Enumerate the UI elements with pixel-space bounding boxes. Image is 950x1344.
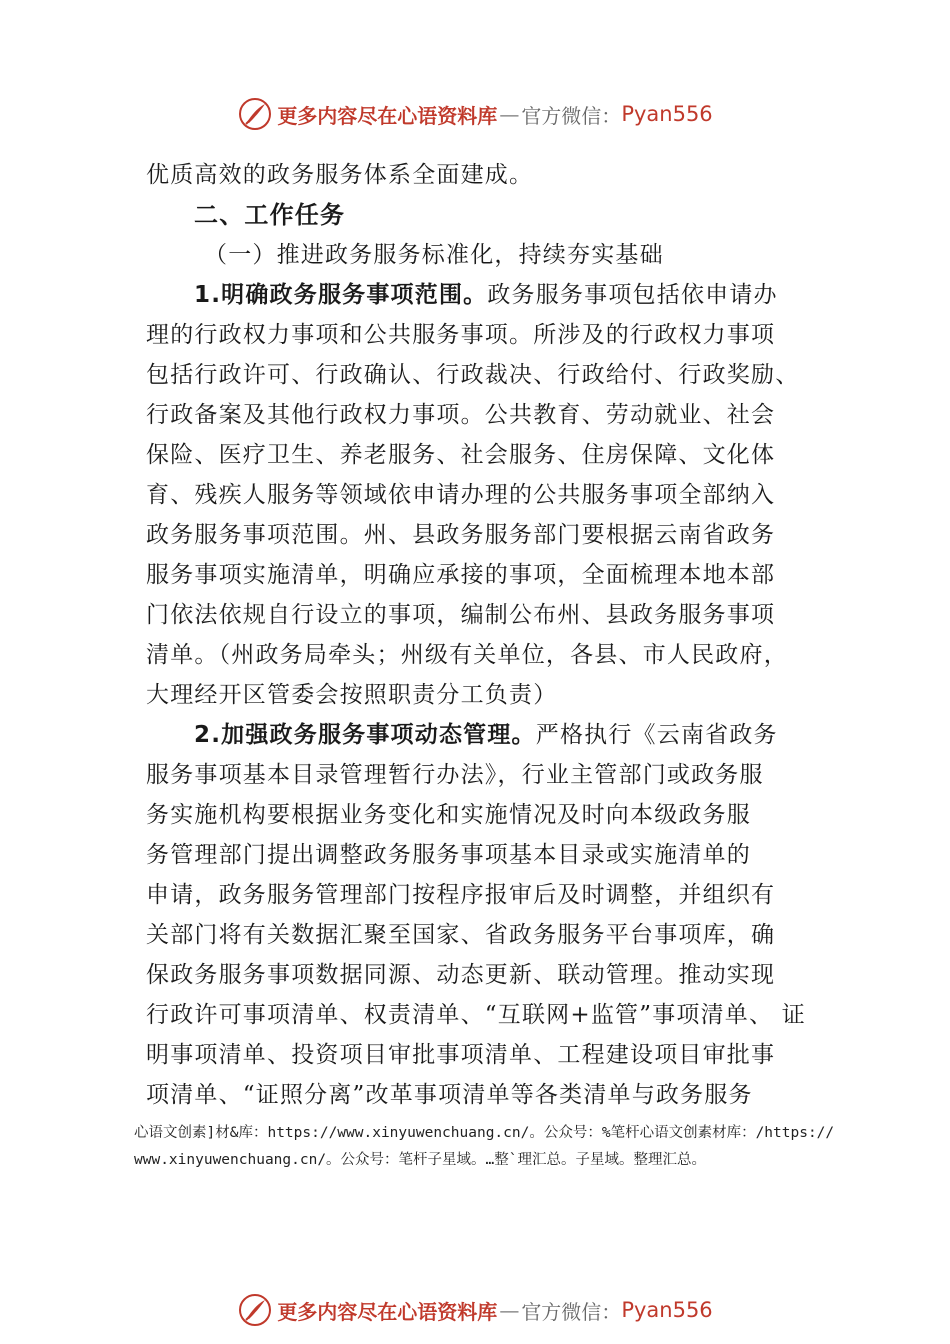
paragraph-line: 包括行政许可、行政确认、行政裁决、行政给付、行政奖励、 <box>146 362 800 388</box>
paragraph-line: 关部门将有关数据汇聚至国家、省政务服务平台事项库，确 <box>146 922 776 948</box>
paragraph-line: 行政备案及其他行政权力事项。公共教育、劳动就业、社会 <box>146 402 776 428</box>
banner-wechat-handle: Pyan556 <box>621 102 713 126</box>
item-2-first-line <box>146 715 826 755</box>
paragraph-line: 务实施机构要根据业务变化和实施情况及时向本级政务服 <box>146 802 751 828</box>
paragraph-line: 大理经开区管委会按照职责分工负责） <box>146 682 558 708</box>
paragraph-line: 服务事项基本目录管理暂行办法》，行业主管部门或政务服 <box>146 762 764 788</box>
paragraph-line: 保险、医疗卫生、养老服务、社会服务、住房保障、文化体 <box>146 442 776 468</box>
paragraph-line: 服务事项实施清单，明确应承接的事项，全面梳理本地本部 <box>146 562 776 588</box>
section-heading: 二、工作任务 <box>194 201 346 229</box>
quill-pen-circle-icon <box>237 96 273 132</box>
footer-source-note: 心语文创素]材&库：https://www.xinyuwenchuang.cn/。公众号：%笔杆心语文创素材库：/https://www.xinyuwenchuang.cn/。公众号：笔杆子星域。…整`理汇总。子星域。整理汇总。 <box>134 1125 835 1168</box>
banner-wechat-label: 官方微信： <box>521 103 622 128</box>
paragraph-line: 项清单、“证照分离”改革事项清单等各类清单与政务服务 <box>146 1082 753 1108</box>
paragraph-line: 理的行政权力事项和公共服务事项。所涉及的行政权力事项 <box>146 322 776 348</box>
paragraph-line: 清单。（州政务局牵头；州级有关单位，各县、市人民政府， <box>146 642 788 668</box>
paragraph-line: 明事项清单、投资项目审批事项清单、工程建设项目审批事 <box>146 1042 776 1068</box>
paragraph-line: 保政务服务事项数据同源、动态更新、联动管理。推动实现 <box>146 962 776 988</box>
item-2-title: 2.加强政务服务事项动态管理。 <box>194 722 536 748</box>
paragraph-line: 申请，政务服务管理部门按程序报审后及时调整，并组织有 <box>146 882 776 908</box>
footer-banner <box>0 1288 950 1332</box>
item-1-text: 政务服务事项包括依申请办 <box>487 282 778 308</box>
header-banner <box>0 92 950 136</box>
banner-dash: — <box>499 1298 520 1322</box>
paragraph-line: 政务服务事项范围。州、县政务服务部门要根据云南省政务 <box>146 522 776 548</box>
paragraph-line: 育、残疾人服务等领域依申请办理的公共服务事项全部纳入 <box>146 482 776 508</box>
banner-wechat-label: 官方微信： <box>521 1299 622 1324</box>
banner-library-text: 更多内容尽在心语资料库 <box>277 103 498 128</box>
paragraph-line: 门依法依规自行设立的事项，编制公布州、县政务服务事项 <box>146 602 776 628</box>
paragraph-line: 行政许可事项清单、权责清单、“互联网+监管”事项清单、 证 <box>146 1002 806 1028</box>
paragraph-line: 优质高效的政务服务体系全面建成。 <box>146 162 534 188</box>
document-body <box>146 155 826 1115</box>
quill-pen-circle-icon <box>237 1292 273 1328</box>
item-1-first-line <box>146 275 826 315</box>
item-1-title: 1.明确政务服务事项范围。 <box>194 282 488 308</box>
item-2-text: 严格执行《云南省政务 <box>535 722 778 748</box>
paragraph-line: 务管理部门提出调整政务服务事项基本目录或实施清单的 <box>146 842 751 868</box>
subsection-heading: （一）推进政务服务标准化，持续夯实基础 <box>204 242 664 268</box>
banner-library-text: 更多内容尽在心语资料库 <box>277 1299 498 1324</box>
banner-dash: — <box>499 102 520 126</box>
banner-wechat-handle: Pyan556 <box>621 1298 713 1322</box>
